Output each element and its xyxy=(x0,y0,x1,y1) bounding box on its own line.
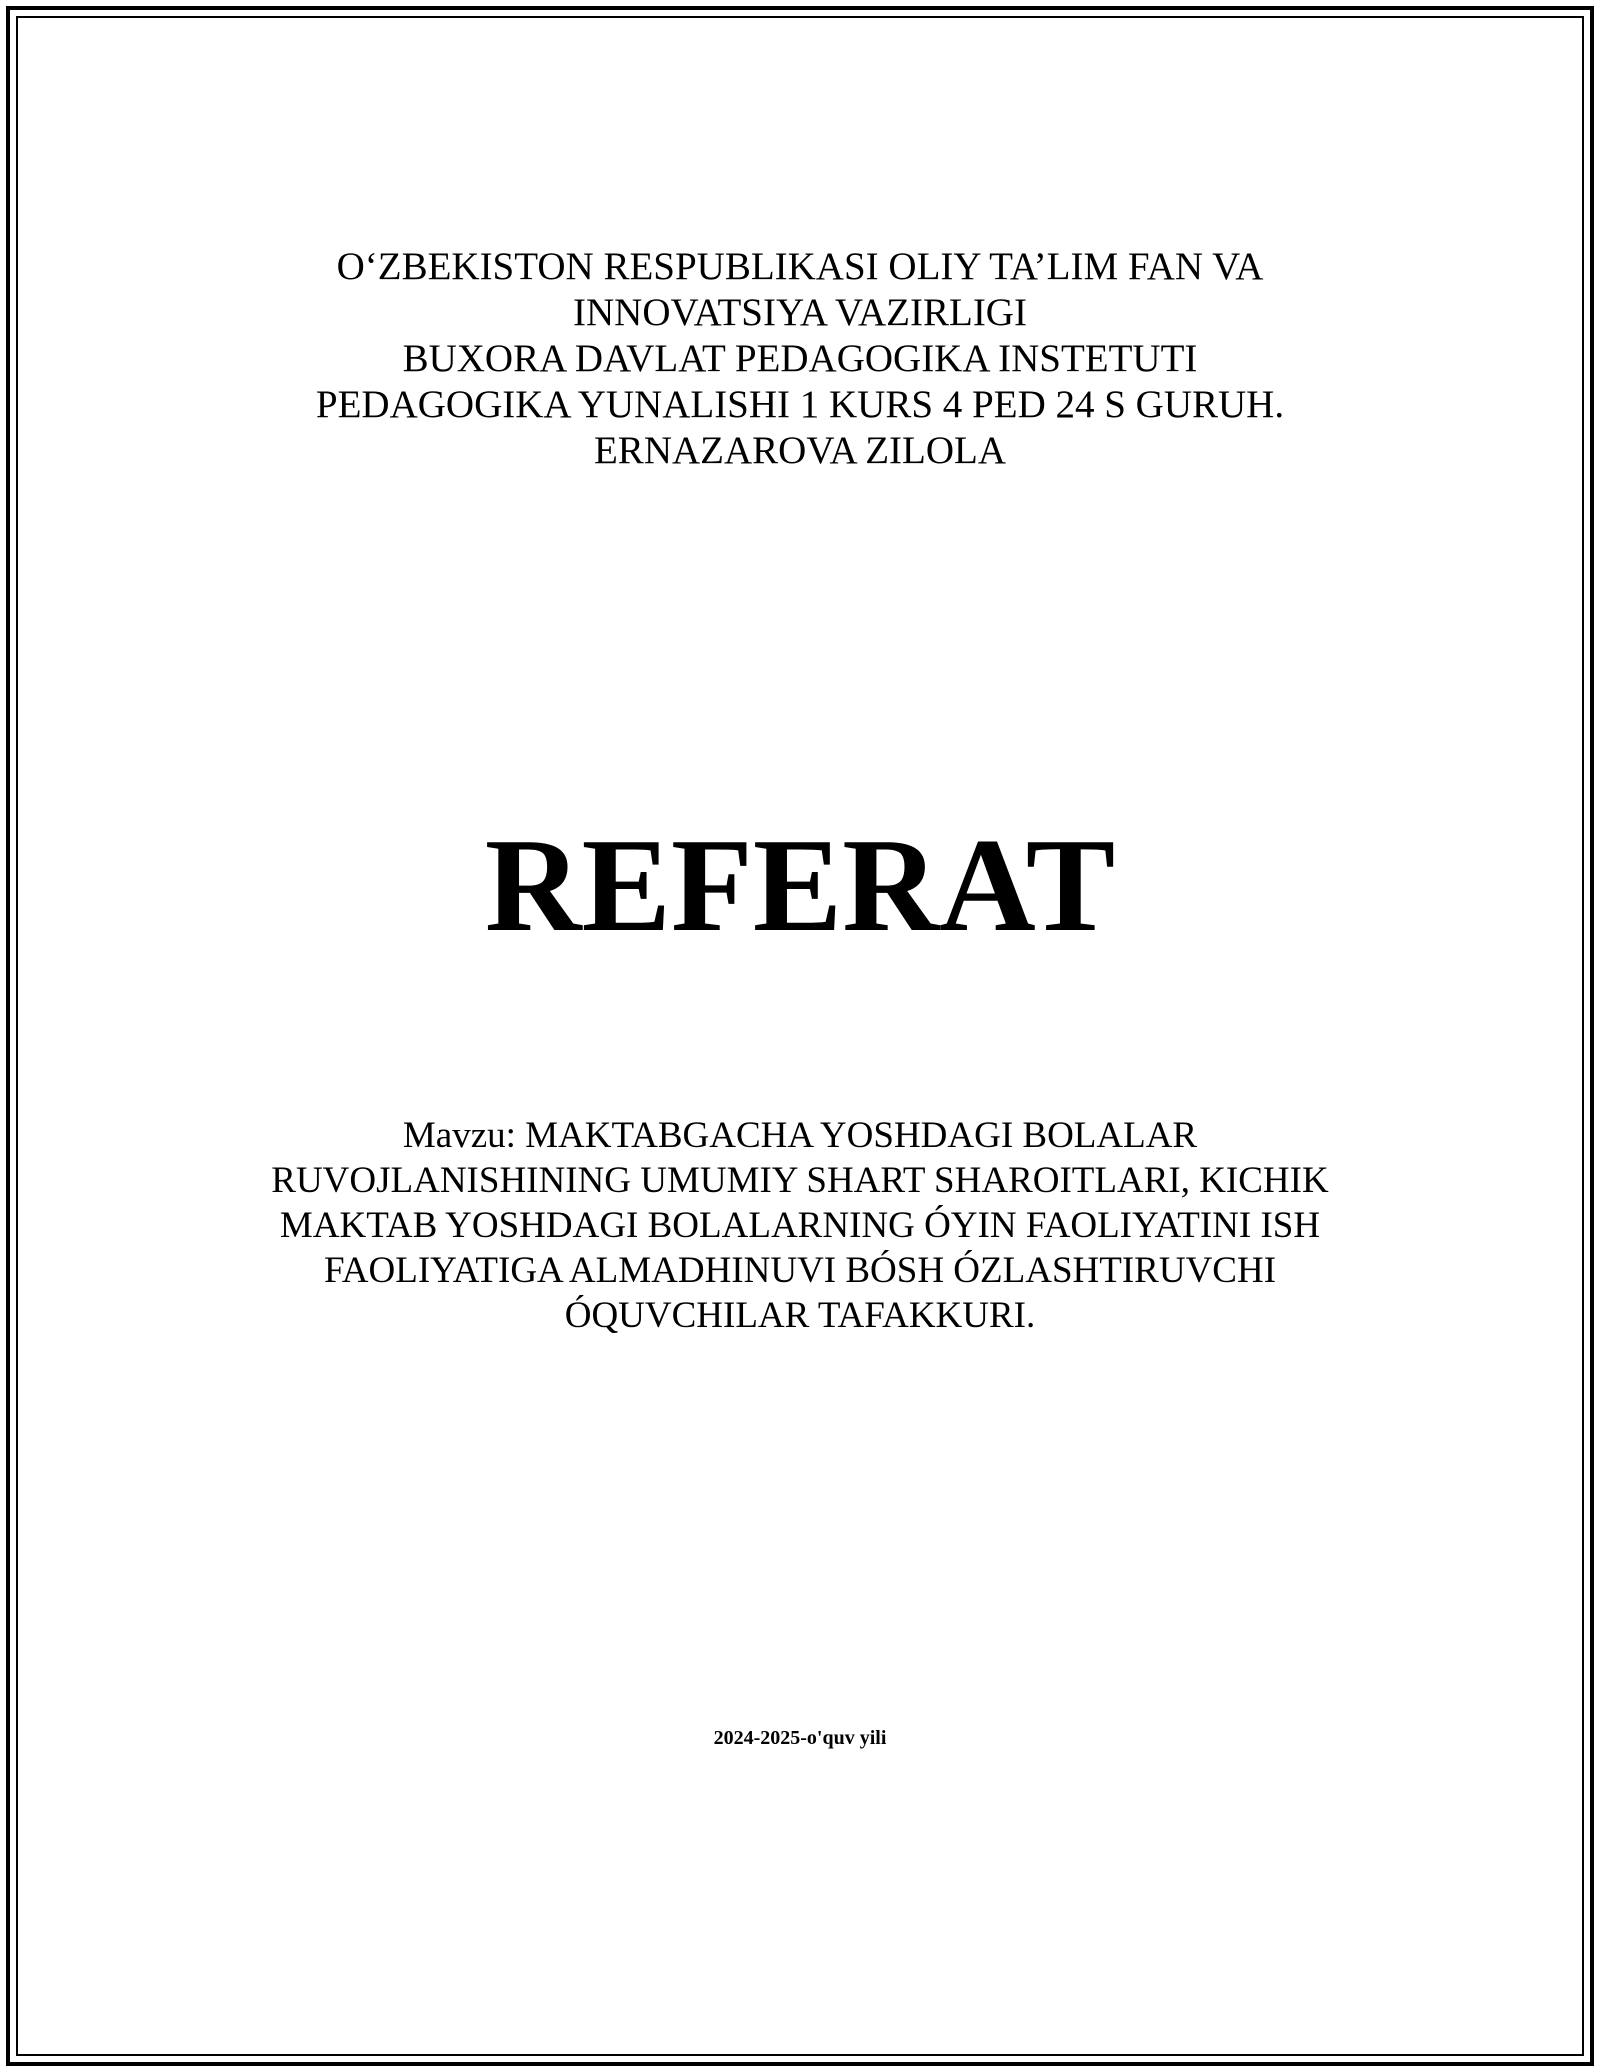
topic-line-4: FAOLIYATIGA ALMADHINUVI BÓSH ÓZLASHTIRUVCHI xyxy=(323,1250,1277,1291)
topic-line-5: ÓQUVCHILAR TAFAKKURI. xyxy=(564,1295,1036,1336)
document-title: REFERAT xyxy=(484,811,1116,959)
topic-block xyxy=(0,1113,1600,1338)
header-ministry-line-2: INNOVATSIYA VAZIRLIGI xyxy=(573,291,1027,334)
header-group: PEDAGOGIKA YUNALISHI 1 KURS 4 PED 24 S GURUH. xyxy=(315,383,1285,426)
header-institute: BUXORA DAVLAT PEDAGOGIKA INSTETUTI xyxy=(402,337,1198,380)
header-ministry-line-1: O‘ZBEKISTON RESPUBLIKASI OLIY TA’LIM FAN VA xyxy=(336,245,1264,288)
topic-line-3: MAKTAB YOSHDAGI BOLALARNING ÓYIN FAOLIYATINI ISH xyxy=(279,1205,1321,1246)
topic-line-2: RUVOJLANISHINING UMUMIY SHART SHAROITLARI, KICHIK xyxy=(271,1160,1329,1201)
academic-year: 2024-2025-o'quv yili xyxy=(713,1727,887,1749)
topic-line-1: Mavzu: MAKTABGACHA YOSHDAGI BOLALAR xyxy=(402,1115,1198,1156)
header-author: ERNAZAROVA ZILOLA xyxy=(593,429,1006,472)
header-block xyxy=(0,244,1600,474)
